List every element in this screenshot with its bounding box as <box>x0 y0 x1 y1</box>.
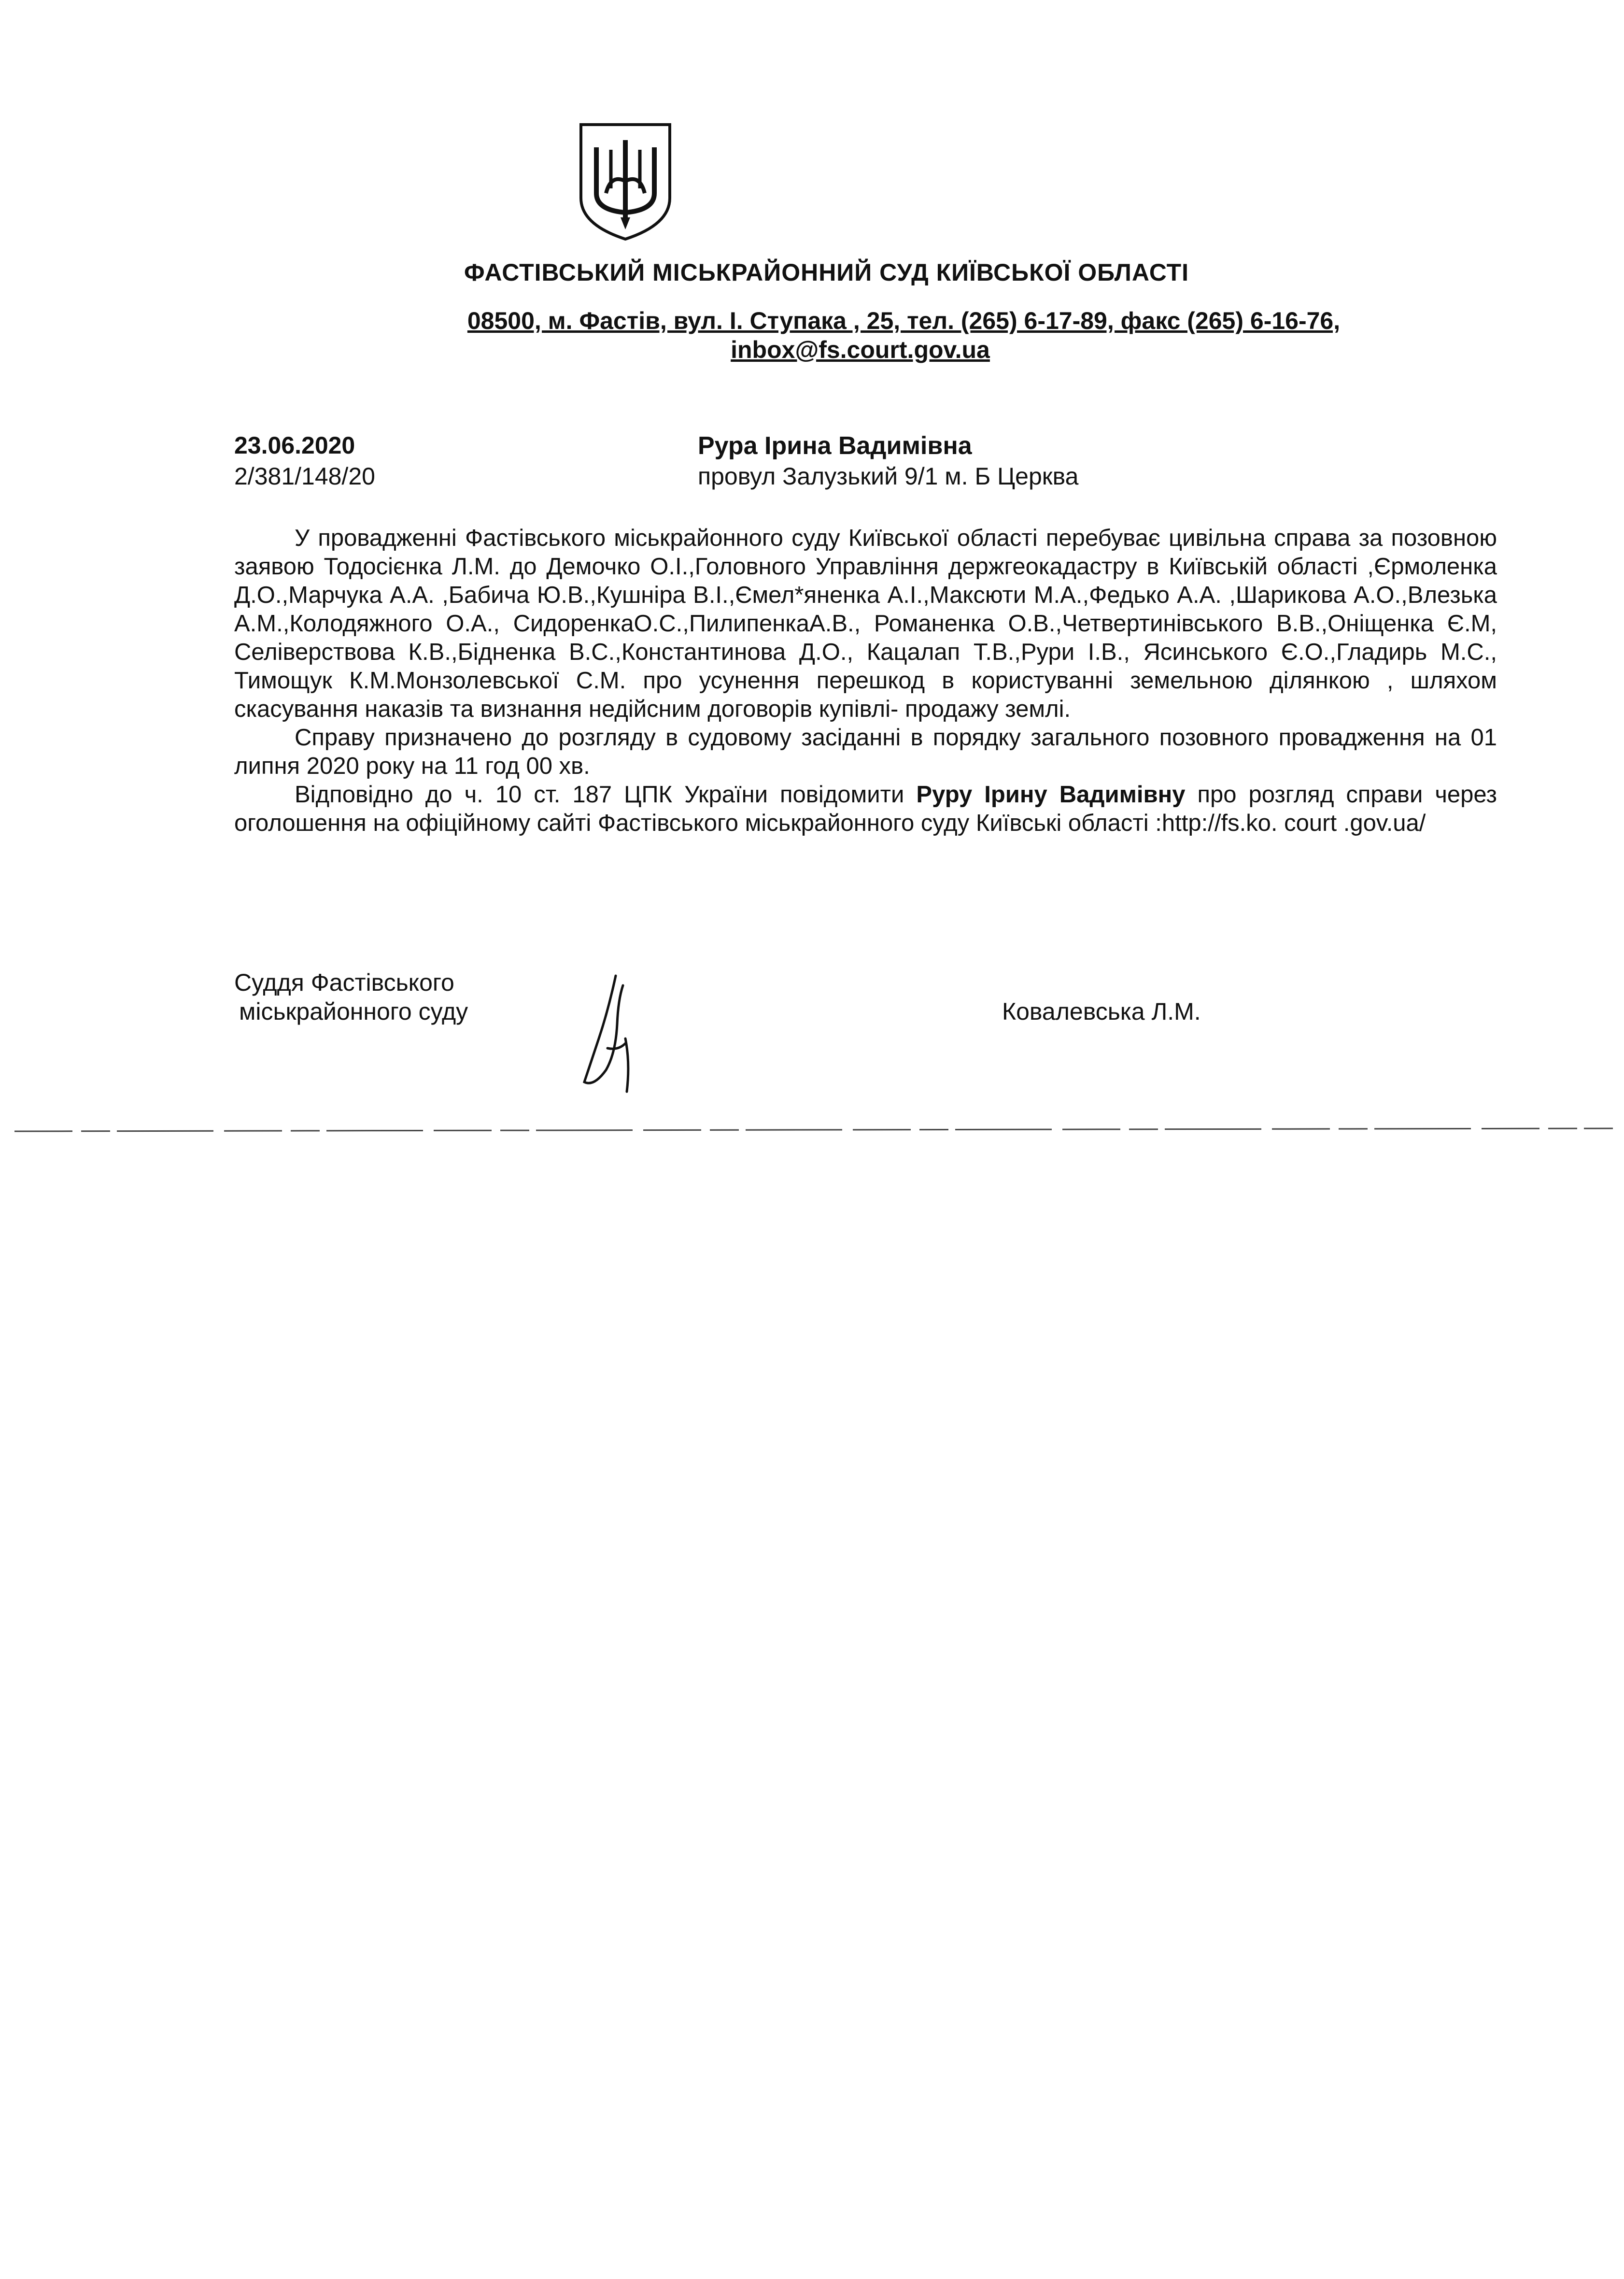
letter-date: 23.06.2020 <box>234 432 355 459</box>
body-paragraph-1: У провадженні Фастівського міськрайонного суду Київської області перебуває цивільна справа за позовною заявою Тодосієнка Л.М. до Демочко О.І.,Головного Управління держгеокадастру в Київській області ,Єрмоленка Д.О.,Марчука А.А. ,Бабича Ю.В.,Кушніра В.І.,Ємел*яненка А.І.,Максюти М.А.,Федько А.А. ,Шарикова А.О.,Влезька А.М.,Колодяжного О.А., СидоренкаО.С.,ПилипенкаА.В., Романенка О.В.,Четвертинівського В.В.,Оніщенка Є.М, Селіверствова К.В.,Бідненка В.С.,Константинова Д.О., Кацалап Т.В.,Рури І.В., Ясинського Є.О.,Гладирь М.С., Тимощук К.М.Монзолевської С.М. про усунення перешкод в користуванні земельною ділянкою , шляхом скасування наказів та визнання недійсним договорів купівлі- продажу землі. <box>234 525 1497 722</box>
paragraph-3-addressee: Руру Ірину Вадимівну <box>916 782 1186 808</box>
body-paragraph-2: Справу призначено до розгляду в судовому засіданні в порядку загального позовного провадження на 01 липня 2020 року на 11 год 00 хв. <box>234 725 1497 779</box>
bottom-divider <box>14 1125 1613 1135</box>
judge-role-line-1: Суддя Фастівського <box>234 969 454 996</box>
letter-body <box>234 524 1497 838</box>
handwritten-signature-icon <box>570 966 652 1101</box>
paragraph-3-start: Відповідно до ч. 10 ст. 187 ЦПК України повідомити <box>295 782 917 808</box>
court-email: inbox@fs.court.gov.ua <box>731 336 990 363</box>
paragraph-3-end: про розгляд справи через оголошення на офіційному сайті Фастівського міськрайонного суду Київські області :http://fs.ko. court .gov.ua/ <box>234 782 1497 836</box>
court-address: 08500, м. Фастів, вул. І. Ступака , 25, тел. (265) 6-17-89, факс (265) 6-16-76, <box>467 307 1341 334</box>
court-name: ФАСТІВСЬКИЙ МІСЬКРАЙОННИЙ СУД КИЇВСЬКОЇ ОБЛАСТІ <box>464 259 1189 286</box>
addressee-name: Рура Ірина Вадимівна <box>698 432 972 460</box>
judge-role-line-2: міськрайонного суду <box>239 998 468 1025</box>
body-paragraph-3 <box>234 781 1497 838</box>
judge-name: Ковалевська Л.М. <box>1002 998 1201 1025</box>
addressee-address: провул Залузький 9/1 м. Б Церква <box>698 463 1079 490</box>
case-reference: 2/381/148/20 <box>234 463 375 490</box>
ukraine-trident-coat-of-arms-icon <box>577 121 674 242</box>
